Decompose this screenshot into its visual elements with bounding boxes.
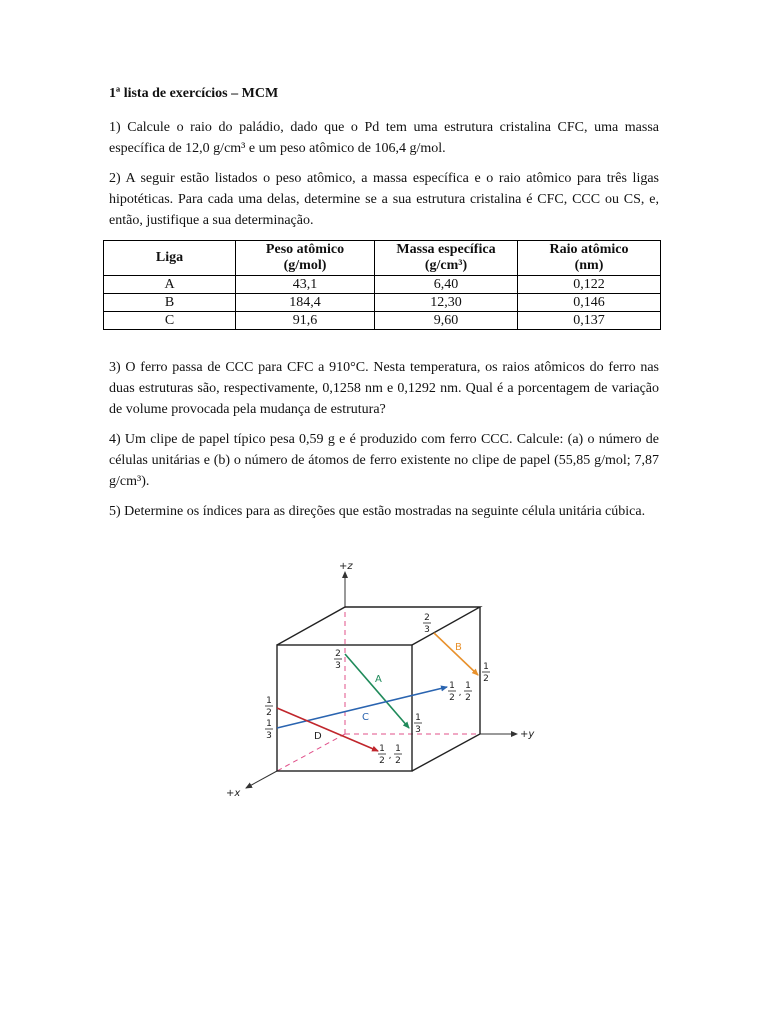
vector-b (434, 633, 478, 675)
svg-text:3: 3 (415, 725, 421, 735)
svg-text:3: 3 (335, 661, 341, 671)
table-cell: 9,60 (375, 312, 518, 330)
vector-label-a: A (375, 674, 382, 685)
svg-text:1: 1 (266, 719, 272, 729)
table-cell: B (104, 294, 236, 312)
alloys-table (103, 240, 661, 330)
question-5: 5) Determine os índices para as direções que estão mostradas na seguinte célula unitária cúbica. (109, 504, 646, 519)
svg-text:3: 3 (424, 625, 430, 635)
table-cell: C (104, 312, 236, 330)
x-axis-hidden (277, 734, 345, 771)
svg-text:,: , (388, 751, 392, 761)
svg-text:2: 2 (424, 613, 430, 623)
table-header-cell: Massa específica (g/cm³) (375, 241, 518, 276)
svg-text:,: , (458, 688, 462, 698)
vector-a (345, 654, 409, 728)
fraction-c-start (265, 719, 273, 741)
axis-label-z: +z (339, 561, 353, 572)
page-title: 1ª lista de exercícios – MCM (109, 86, 279, 101)
cube-top-edges (277, 607, 480, 645)
question-3: 3) O ferro passa de CCC para CFC a 910°C. Nesta temperatura, os raios atômicos do ferro nas duas estruturas são, respectivamente, 0,1258 nm e 0,1292 nm. Qual é a porcentagem de variação de volume provocada pela mudança de estrutura? (109, 360, 659, 417)
svg-text:3: 3 (266, 731, 272, 741)
table-cell: 0,122 (518, 276, 661, 294)
svg-text:2: 2 (449, 693, 455, 703)
fraction-d-start (265, 696, 273, 718)
svg-text:2: 2 (483, 674, 489, 684)
unit-cell-diagram (222, 558, 542, 802)
vector-label-c: C (362, 712, 369, 723)
svg-text:2: 2 (335, 649, 341, 659)
table-header-cell: Raio atômico (nm) (518, 241, 661, 276)
fraction-b-end (482, 662, 490, 684)
svg-text:2: 2 (465, 693, 471, 703)
fraction-b-start (423, 613, 431, 635)
table-cell: A (104, 276, 236, 294)
question-4: 4) Um clipe de papel típico pesa 0,59 g e é produzido com ferro CCC. Calcule: (a) o número de células unitárias e (b) o número de átomos de ferro existente no clipe de papel (55,85 g/mol; 7,87 g/cm³). (109, 432, 659, 489)
x-axis-arrow (246, 771, 277, 788)
table-header-row (104, 241, 661, 276)
table-header-cell: Liga (104, 241, 236, 276)
vector-label-b: B (455, 642, 462, 653)
table-cell: 6,40 (375, 276, 518, 294)
table-row (104, 312, 661, 330)
axis-label-x: +x (226, 788, 241, 799)
axis-label-y: +y (520, 729, 535, 740)
question-1: 1) Calcule o raio do paládio, dado que o Pd tem uma estrutura cristalina CFC, uma massa específica de 12,0 g/cm³ e um peso atômico de 106,4 g/mol. (109, 120, 659, 156)
document-page (109, 84, 659, 531)
svg-text:2: 2 (395, 756, 401, 766)
table-cell: 0,137 (518, 312, 661, 330)
svg-text:2: 2 (266, 708, 272, 718)
fraction-a-start (334, 649, 342, 671)
svg-text:1: 1 (379, 744, 385, 754)
table-cell: 184,4 (236, 294, 375, 312)
vector-label-d: D (314, 731, 322, 742)
svg-text:1: 1 (465, 681, 471, 691)
question-2: 2) A seguir estão listados o peso atômico, a massa específica e o raio atômico para três ligas hipotéticas. Para cada uma delas, determine se a sua estrutura cristalina é CFC, CCC ou CS, e, então, justifique a sua determinação. (109, 171, 659, 228)
svg-text:1: 1 (415, 713, 421, 723)
fraction-c-end (448, 681, 472, 703)
table-cell: 12,30 (375, 294, 518, 312)
table-cell: 91,6 (236, 312, 375, 330)
svg-text:1: 1 (483, 662, 489, 672)
svg-text:2: 2 (379, 756, 385, 766)
svg-text:1: 1 (266, 696, 272, 706)
fraction-d-end (378, 744, 402, 766)
svg-text:1: 1 (449, 681, 455, 691)
table-header-cell: Peso atômico (g/mol) (236, 241, 375, 276)
table-row (104, 276, 661, 294)
table-cell: 43,1 (236, 276, 375, 294)
table-row (104, 294, 661, 312)
svg-text:1: 1 (395, 744, 401, 754)
table-cell: 0,146 (518, 294, 661, 312)
fraction-a-end (414, 713, 422, 735)
